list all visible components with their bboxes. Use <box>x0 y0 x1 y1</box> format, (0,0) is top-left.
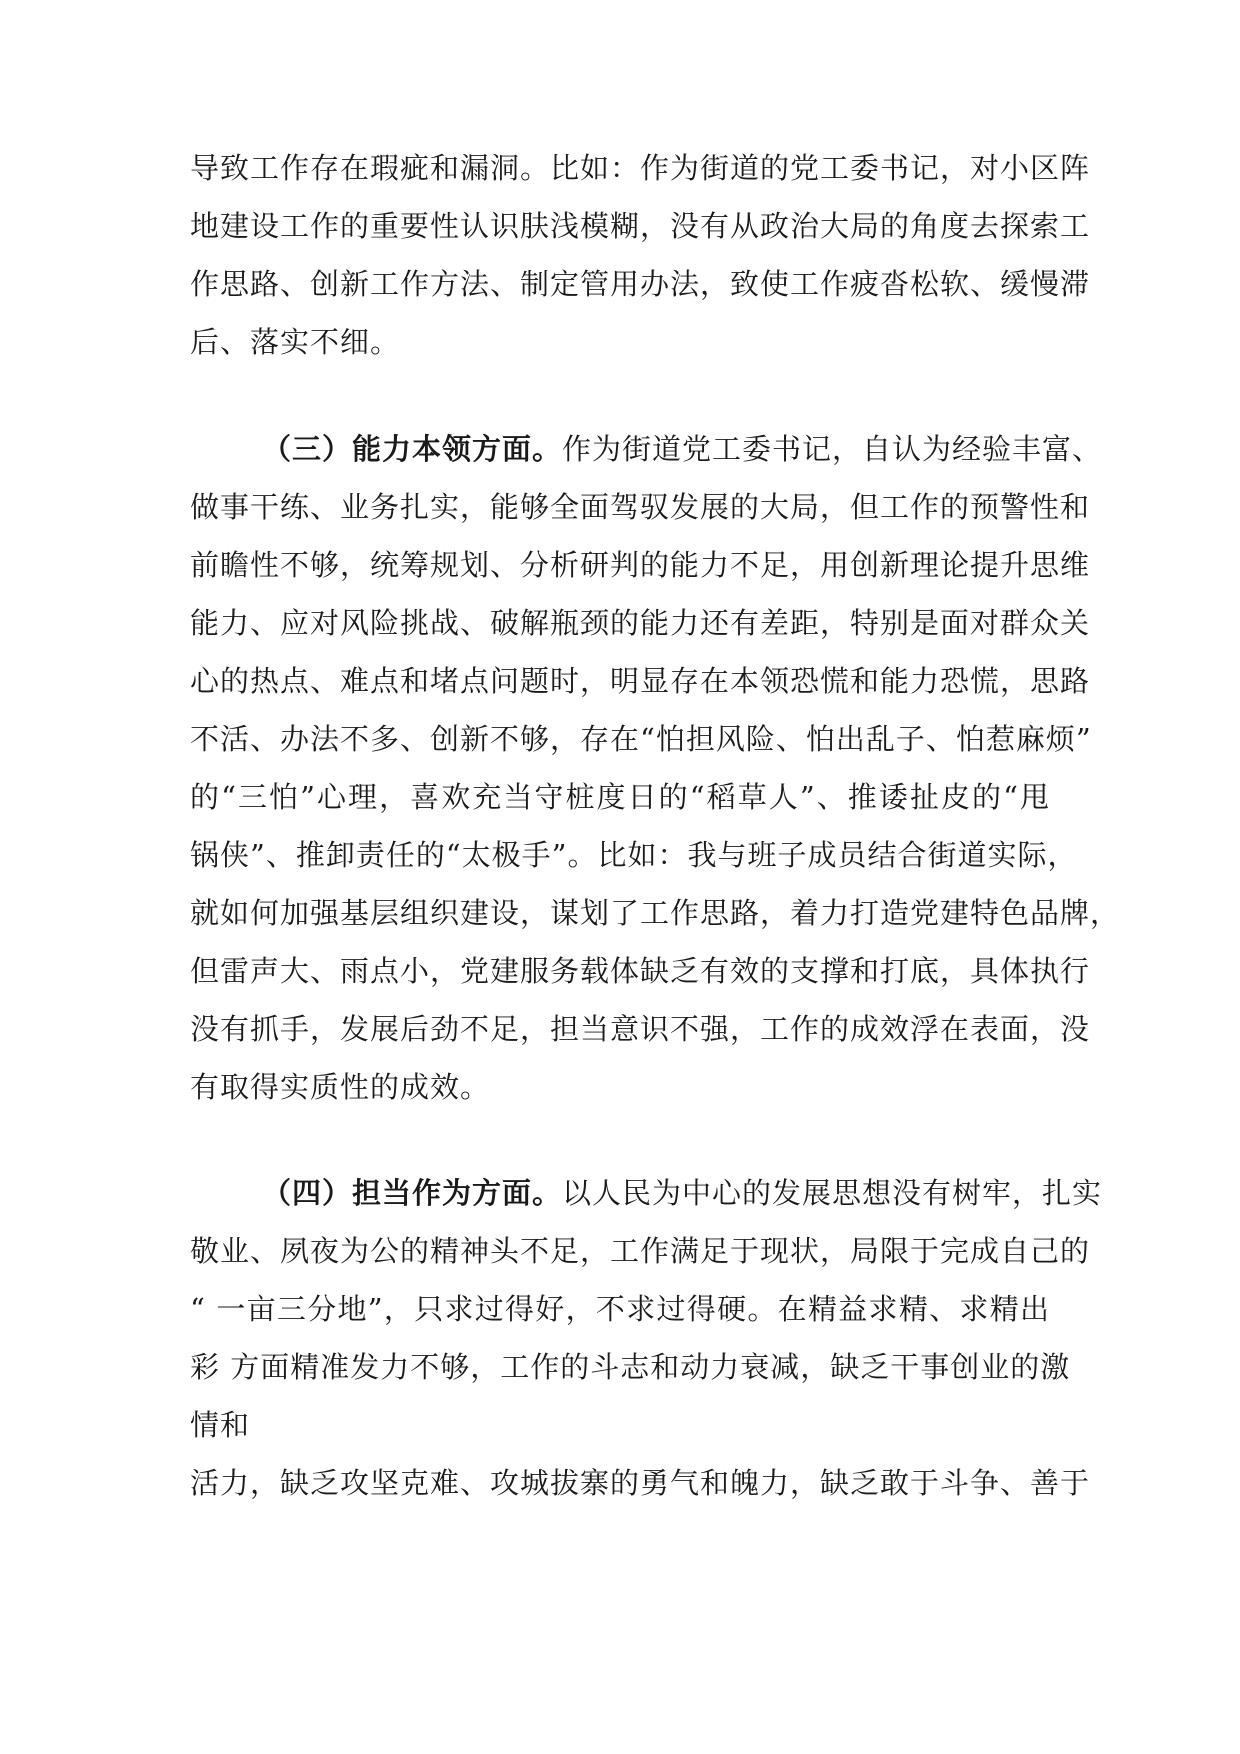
section-4-first-line <box>262 1164 1103 1222</box>
section-3-first-line-text: 作为街道党工委书记，自认为经验丰富、 <box>562 432 1103 466</box>
text-line: 做事干练、业务扎实，能够全面驾驭发展的大局，但工作的预警性和 <box>190 490 1091 524</box>
text-line: 彩 方面精准发力不够，工作的斗志和动力衰减，缺乏干事创业的激 <box>190 1350 1071 1384</box>
text-line: 锅侠”、推卸责任的“太极手”。比如：我与班子成员结合街道实际， <box>190 838 1078 872</box>
text-line: 地建设工作的重要性认识肤浅模糊，没有从政治大局的角度去探索工 <box>190 209 1091 243</box>
text-line: 活力，缺乏攻坚克难、攻城拔寨的勇气和魄力，缺乏敢于斗争、善于 <box>190 1466 1091 1500</box>
text-line: 作思路、创新工作方法、制定管用办法，致使工作疲沓松软、缓慢滞 <box>190 267 1091 301</box>
text-line: 没有抓手，发展后劲不足，担当意识不强，工作的成效浮在表面，没 <box>190 1012 1091 1046</box>
text-line: 就如何加强基层组织建设，谋划了工作思路，着力打造党建特色品牌， <box>190 896 1121 930</box>
text-line: 情和 <box>190 1408 251 1442</box>
text-line: 但雷声大、雨点小，党建服务载体缺乏有效的支撑和打底，具体执行 <box>190 954 1091 988</box>
section-3-heading: （三）能力本领方面。 <box>262 432 563 466</box>
text-line: “ 一亩三分地”，只求过得好，不求过得硬。在精益求精、求精出 <box>190 1292 1050 1326</box>
text-line: 能力、应对风险挑战、破解瓶颈的能力还有差距，特别是面对群众关 <box>190 606 1091 640</box>
section-3-first-line <box>262 420 1103 478</box>
text-line: 敬业、夙夜为公的精神头不足，工作满足于现状，局限于完成自己的 <box>190 1234 1091 1268</box>
section-4-heading: （四）担当作为方面。 <box>262 1176 563 1210</box>
text-line: 有取得实质性的成效。 <box>190 1070 491 1104</box>
text-line: 心的热点、难点和堵点问题时，明显存在本领恐慌和能力恐慌，思路 <box>190 664 1091 698</box>
text-line: 前瞻性不够，统筹规划、分析研判的能力不足，用创新理论提升思维 <box>190 548 1091 582</box>
text-line: 不活、办法不多、创新不够，存在“怕担风险、怕出乱子、怕惹麻烦” <box>190 722 1092 756</box>
text-line: 的“三怕”心理，喜欢充当守桩度日的“稻草人”、推诿扯皮的“甩 <box>190 780 1050 814</box>
text-line: 导致工作存在瑕疵和漏洞。比如：作为街道的党工委书记，对小区阵 <box>190 151 1091 185</box>
text-line: 后、落实不细。 <box>190 325 401 359</box>
section-4-first-line-text: 以人民为中心的发展思想没有树牢，扎实 <box>562 1176 1103 1210</box>
